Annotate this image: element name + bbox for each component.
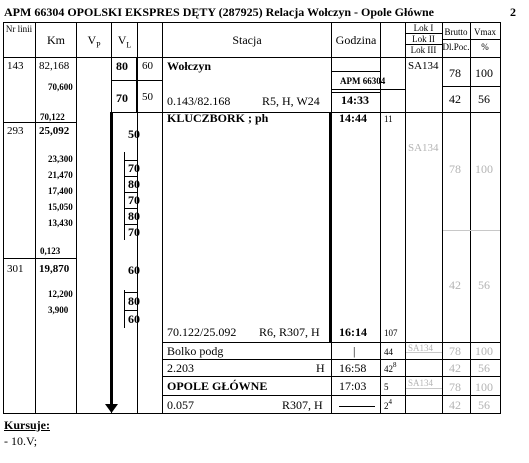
dlpoc-value: 42 [449,92,461,106]
station-kluczbork: KLUCZBORK ; ph [167,111,269,125]
table-top-border-left [3,22,35,23]
track-number: $2^4$ [384,398,392,411]
vp-box-sep [124,292,138,293]
pass-marker: | [353,344,356,358]
dlpoc-value: 42 [449,398,461,412]
table-bottom-border [3,413,501,414]
col-brutto: Brutto [444,27,468,37]
col-stacja: Stacja [232,33,262,47]
col-sep-brutto [442,22,443,414]
vp-value: 60 [128,312,140,326]
station-km-detail: 0.143/82.168 [167,94,231,108]
track-number: 11 [384,114,393,124]
section-sep-1 [3,122,76,123]
arrival-time: 14:44 [339,111,367,125]
vp-thick-left [111,57,112,113]
line-nr-293: 293 [7,125,24,137]
vmax-value: 100 [475,380,493,394]
station-wolczyn: Wołczyn [167,59,211,73]
brutto-value: 78 [449,344,461,358]
col-vl: $V_L$ [117,33,132,50]
pct-value: 56 [478,278,490,292]
section-sep-2 [3,258,76,259]
brutto-value: 78 [449,380,461,394]
lok-value: SA134 [408,142,439,154]
station-tracks: R5, H, W24 [262,94,320,108]
lok-value: SA134 [408,60,439,72]
header-bottom-border-left [3,57,35,58]
km-value: 15,050 [48,202,73,212]
vl-value: 50 [142,91,153,103]
km-value: 17,400 [48,186,73,196]
km-value: 12,200 [48,289,73,299]
km-value: 70,600 [48,82,73,92]
km-value: 13,430 [48,218,73,228]
track-number: $42^8$ [384,361,397,374]
pct-value: 56 [478,398,490,412]
departure-time: 14:33 [341,93,369,107]
vp-value: 80 [128,294,140,308]
km-value: 82,168 [39,60,70,72]
station-tracks: H [316,361,325,375]
col-godzina: Godzina [335,33,377,47]
vp-value: 80 [128,177,140,191]
brutto-sep [442,39,500,40]
end-dash [339,406,375,407]
arrival-time: 16:14 [339,325,367,339]
kursuje-value: - 10.V; [4,434,38,448]
col-nr-linii: Nr linii [5,24,33,34]
brutto-value: 78 [449,162,461,176]
vp-value: 60 [128,263,140,277]
right-border [500,22,501,414]
col-sep-vmax [470,22,471,414]
header-bottom-border [35,57,501,58]
lok-value: SA134 [408,343,434,353]
kursuje-label: Kursuje: [4,418,50,432]
vp-box-sep [124,310,138,311]
station-bolko: Bolko podg [167,344,224,358]
vp-value: 70 [116,91,128,105]
vmax-value: 100 [475,344,493,358]
pct-value: 56 [478,361,490,375]
dlpoc-value: 42 [449,278,461,292]
lok-row-sep [406,388,442,389]
col-sep-km [76,22,77,414]
apm-sep [332,71,380,72]
col-vp: $V_P$ [87,33,101,50]
vp-value: 70 [128,193,140,207]
pct-value: 56 [478,92,490,106]
vp-value: 50 [128,127,140,141]
col-lok2: Lok II [412,34,435,44]
track-number: 107 [384,328,398,338]
station-tracks: R6, R307, H [259,325,320,339]
vp-value: 80 [116,59,128,73]
lok-value: SA134 [408,378,434,388]
brutto-row-sep [442,86,500,87]
col-sep-nr [35,22,36,414]
track-number: 44 [384,347,393,357]
col-vmax: Vmax [474,27,496,37]
col-sep-lok [405,22,406,414]
km-value: 3,900 [48,305,69,315]
col-pct: % [481,42,489,52]
vp-value: 70 [128,225,140,239]
brutto-row-sep [443,230,500,231]
row-sep-end [163,342,501,343]
col-lok1: Lok I [413,23,434,33]
km-value: 70,122 [40,112,65,122]
train-number: APM 66304 [340,76,386,86]
row-sep-opole [163,395,501,396]
km-value: 21,470 [48,170,73,180]
vp-box-left [124,290,125,328]
vp-thick-right [136,57,138,113]
row-sep-bolko2 [163,376,501,377]
brutto-value: 78 [449,66,461,80]
vp-value: 70 [128,161,140,175]
station-km-detail: 2.203 [167,361,194,375]
row-sep-bolko [163,359,501,360]
vmax-value: 100 [475,66,493,80]
vmax-value: 100 [475,162,493,176]
arrival-time: 16:58 [339,361,367,375]
station-km-detail: 70.122/25.092 [167,325,237,339]
col-dlpoc: Dl.Poc. [442,42,470,52]
track-number: 5 [384,382,389,392]
km-value: 0,123 [40,246,61,256]
station-km-detail: 0.057 [167,398,194,412]
station-opole: OPOLE GŁÓWNE [167,379,268,393]
line-nr-143: 143 [7,60,24,72]
apm-sep-2 [332,89,405,90]
arrival-time: 17:03 [339,379,367,393]
arrow-down-icon [105,404,118,413]
station-track-line [329,112,332,342]
vp-box-left [124,152,125,240]
dlpoc-value: 42 [449,361,461,375]
vp-value: 80 [128,209,140,223]
page-number: 2 [510,5,516,19]
col-km: Km [47,33,65,47]
left-border [3,22,4,414]
station-tracks: R307, H [282,398,323,412]
km-value: 19,870 [39,263,70,275]
line-nr-301: 301 [7,263,24,275]
document-title: APM 66304 OPOLSKI EKSPRES DĘTY (287925) Relacja Wołczyn - Opole Główne [4,5,435,19]
vl-value: 60 [142,60,153,72]
col-sep-vl-right [162,22,163,414]
km-value: 23,300 [48,154,73,164]
col-lok3: Lok III [410,45,437,55]
km-value: 25,092 [39,125,70,137]
direction-line [110,112,113,408]
